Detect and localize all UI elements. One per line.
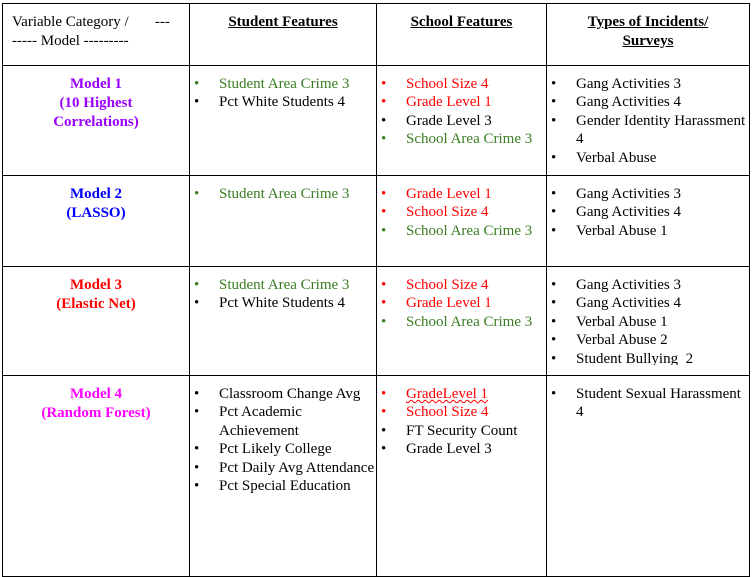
list-item: • Pct White Students 4 xyxy=(190,294,376,312)
list-item: • Gang Activities 4 xyxy=(547,294,749,312)
list-item: • Verbal Abuse 1 xyxy=(547,222,749,240)
model-name-line3: Correlations) xyxy=(53,114,139,130)
model-name-cell xyxy=(3,66,190,176)
list-item: • Gang Activities 3 xyxy=(547,75,749,93)
model-name-line1: Model 1 xyxy=(69,76,123,92)
model-name-cell xyxy=(3,176,190,267)
model-name-line1: Model 2 xyxy=(69,186,123,202)
incidents-list xyxy=(547,376,749,422)
misspelled-text: GradeLevel 1 xyxy=(406,386,489,402)
school-features-list xyxy=(377,267,546,331)
list-item xyxy=(377,385,546,403)
corner-header-line2: ----- Model --------- xyxy=(12,33,129,49)
model-name-line2: (10 Highest xyxy=(59,95,133,111)
student-features-list xyxy=(190,267,376,313)
list-item: • Student Area Crime 3 xyxy=(190,75,376,93)
model-name-line2: (LASSO) xyxy=(66,205,126,221)
corner-header-line1: Variable Category / --- xyxy=(12,14,170,30)
student-features-cell xyxy=(190,267,377,376)
list-item: • Gang Activities 4 xyxy=(547,203,749,221)
school-features-cell xyxy=(377,267,547,376)
list-item: • Pct White Students 4 xyxy=(190,93,376,111)
list-item: • School Size 4 xyxy=(377,203,546,221)
model-row xyxy=(3,176,750,267)
list-item: • School Area Crime 3 xyxy=(377,222,546,240)
model-name-cell xyxy=(3,376,190,577)
list-item: • Gang Activities 3 xyxy=(547,276,749,294)
list-item: • Pct Likely College xyxy=(190,440,376,458)
incidents-list xyxy=(547,66,749,167)
model-name-line2: (Random Forest) xyxy=(41,405,151,421)
school-features-header xyxy=(377,4,547,66)
list-item: • Classroom Change Avg xyxy=(190,385,376,403)
student-features-cell xyxy=(190,376,377,577)
list-item: • Student Area Crime 3 xyxy=(190,185,376,203)
school-features-cell xyxy=(377,66,547,176)
list-item: • Pct Academic Achievement xyxy=(190,403,376,440)
list-item: • Student Sexual Harassment 4 xyxy=(547,385,749,422)
list-item: • Pct Special Education xyxy=(190,477,376,495)
student-features-cell xyxy=(190,66,377,176)
student-features-list xyxy=(190,376,376,495)
incidents-cell xyxy=(547,267,750,376)
list-item: • Grade Level 3 xyxy=(377,440,546,458)
model-row xyxy=(3,267,750,376)
list-item: • Gang Activities 3 xyxy=(547,185,749,203)
incidents-header-line2: Surveys xyxy=(622,33,674,49)
incidents-cell xyxy=(547,376,750,577)
incidents-list xyxy=(547,267,749,365)
incidents-cell xyxy=(547,176,750,267)
list-item: • School Size 4 xyxy=(377,276,546,294)
school-features-header-label: School Features xyxy=(410,14,513,30)
model-name-line2: (Elastic Net) xyxy=(56,296,136,312)
school-features-cell xyxy=(377,176,547,267)
list-item: • School Area Crime 3 xyxy=(377,313,546,331)
incidents-cell xyxy=(547,66,750,176)
list-item: • Grade Level 1 xyxy=(377,294,546,312)
model-row xyxy=(3,376,750,577)
header-row xyxy=(3,4,750,66)
list-item: • School Size 4 xyxy=(377,403,546,421)
model-name-cell xyxy=(3,267,190,376)
incidents-list xyxy=(547,176,749,240)
list-item: • Gang Activities 4 xyxy=(547,93,749,111)
list-item: • Verbal Abuse 1 xyxy=(547,313,749,331)
school-features-list xyxy=(377,376,546,459)
incidents-header-line1: Types of Incidents/ xyxy=(587,14,709,30)
list-item: • Verbal Abuse xyxy=(547,149,749,167)
incidents-header xyxy=(547,4,750,66)
model-name-line1: Model 3 xyxy=(69,277,123,293)
list-item: • Grade Level 1 xyxy=(377,93,546,111)
list-item: • Grade Level 1 xyxy=(377,185,546,203)
student-features-header-label: Student Features xyxy=(228,14,338,30)
school-features-list xyxy=(377,176,546,240)
model-name-line1: Model 4 xyxy=(69,386,123,402)
list-item: • Grade Level 3 xyxy=(377,112,546,130)
list-item: • School Size 4 xyxy=(377,75,546,93)
school-features-cell xyxy=(377,376,547,577)
student-features-header xyxy=(190,4,377,66)
model-row xyxy=(3,66,750,176)
list-item: • Verbal Abuse 2 xyxy=(547,331,749,349)
school-features-list xyxy=(377,66,546,149)
list-item: • Student Area Crime 3 xyxy=(190,276,376,294)
models-table xyxy=(2,3,750,577)
list-item: • School Area Crime 3 xyxy=(377,130,546,148)
list-item: • FT Security Count xyxy=(377,422,546,440)
student-features-list xyxy=(190,66,376,112)
list-item: • Pct Daily Avg Attendance xyxy=(190,459,376,477)
list-item: • Student Bullying 2 xyxy=(547,350,749,365)
list-item: • Gender Identity Harassment 4 xyxy=(547,112,749,149)
corner-header-cell xyxy=(3,4,190,66)
student-features-cell xyxy=(190,176,377,267)
student-features-list xyxy=(190,176,376,203)
